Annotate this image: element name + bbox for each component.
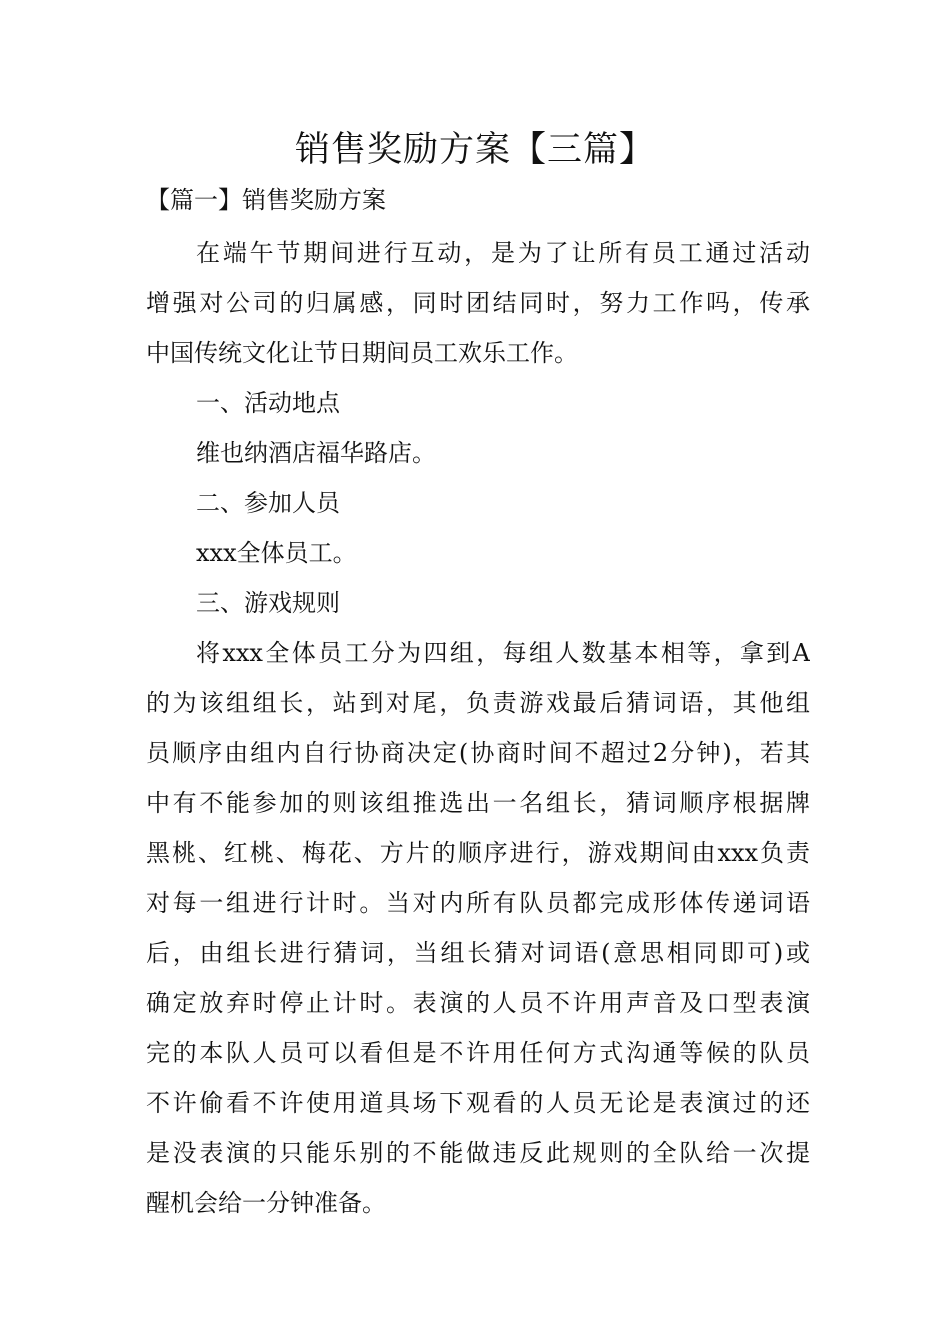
paragraph-line: 增强对公司的归属感，同时团结同时，努力工作吗，传承 bbox=[146, 289, 810, 317]
document-body bbox=[146, 228, 810, 1228]
document-title: 销售奖励方案【三篇】 bbox=[294, 130, 655, 170]
paragraph-line: 不许偷看不许使用道具场下观看的人员无论是表演过的还 bbox=[146, 1089, 810, 1117]
paragraph-line: 对每一组进行计时。当对内所有队员都完成形体传递词语 bbox=[146, 889, 810, 917]
paragraph-line: xxx全体员工。 bbox=[196, 539, 357, 567]
paragraph-line: 黑桃、红桃、梅花、方片的顺序进行，游戏期间由xxx负责 bbox=[146, 839, 810, 867]
paragraph-line: 中有不能参加的则该组推选出一名组长，猜词顺序根据牌 bbox=[146, 789, 810, 817]
paragraph-line: 将xxx全体员工分为四组，每组人数基本相等，拿到A bbox=[196, 639, 810, 667]
paragraph-line: 员顺序由组内自行协商决定(协商时间不超过2分钟)，若其 bbox=[146, 739, 810, 767]
paragraph-line: 完的本队人员可以看但是不许用任何方式沟通等候的队员 bbox=[146, 1039, 810, 1067]
paragraph-line: 确定放弃时停止计时。表演的人员不许用声音及口型表演 bbox=[146, 989, 810, 1017]
paragraph-line: 的为该组组长，站到对尾，负责游戏最后猜词语，其他组 bbox=[146, 689, 810, 717]
paragraph-line: 中国传统文化让节日期间员工欢乐工作。 bbox=[146, 339, 578, 367]
section-label: 一、活动地点 bbox=[196, 389, 340, 417]
paragraph-line: 在端午节期间进行互动，是为了让所有员工通过活动 bbox=[196, 239, 810, 267]
section-label: 二、参加人员 bbox=[196, 489, 340, 517]
paragraph-line: 后，由组长进行猜词，当组长猜对词语(意思相同即可)或 bbox=[146, 939, 810, 967]
paragraph-line: 维也纳酒店福华路店。 bbox=[196, 439, 436, 467]
paragraph-line: 是没表演的只能乐别的不能做违反此规则的全队给一次提 bbox=[146, 1139, 810, 1167]
paragraph-line: 醒机会给一分钟准备。 bbox=[146, 1189, 386, 1217]
section-heading: 【篇一】销售奖励方案 bbox=[146, 186, 386, 214]
section-label: 三、游戏规则 bbox=[196, 589, 340, 617]
